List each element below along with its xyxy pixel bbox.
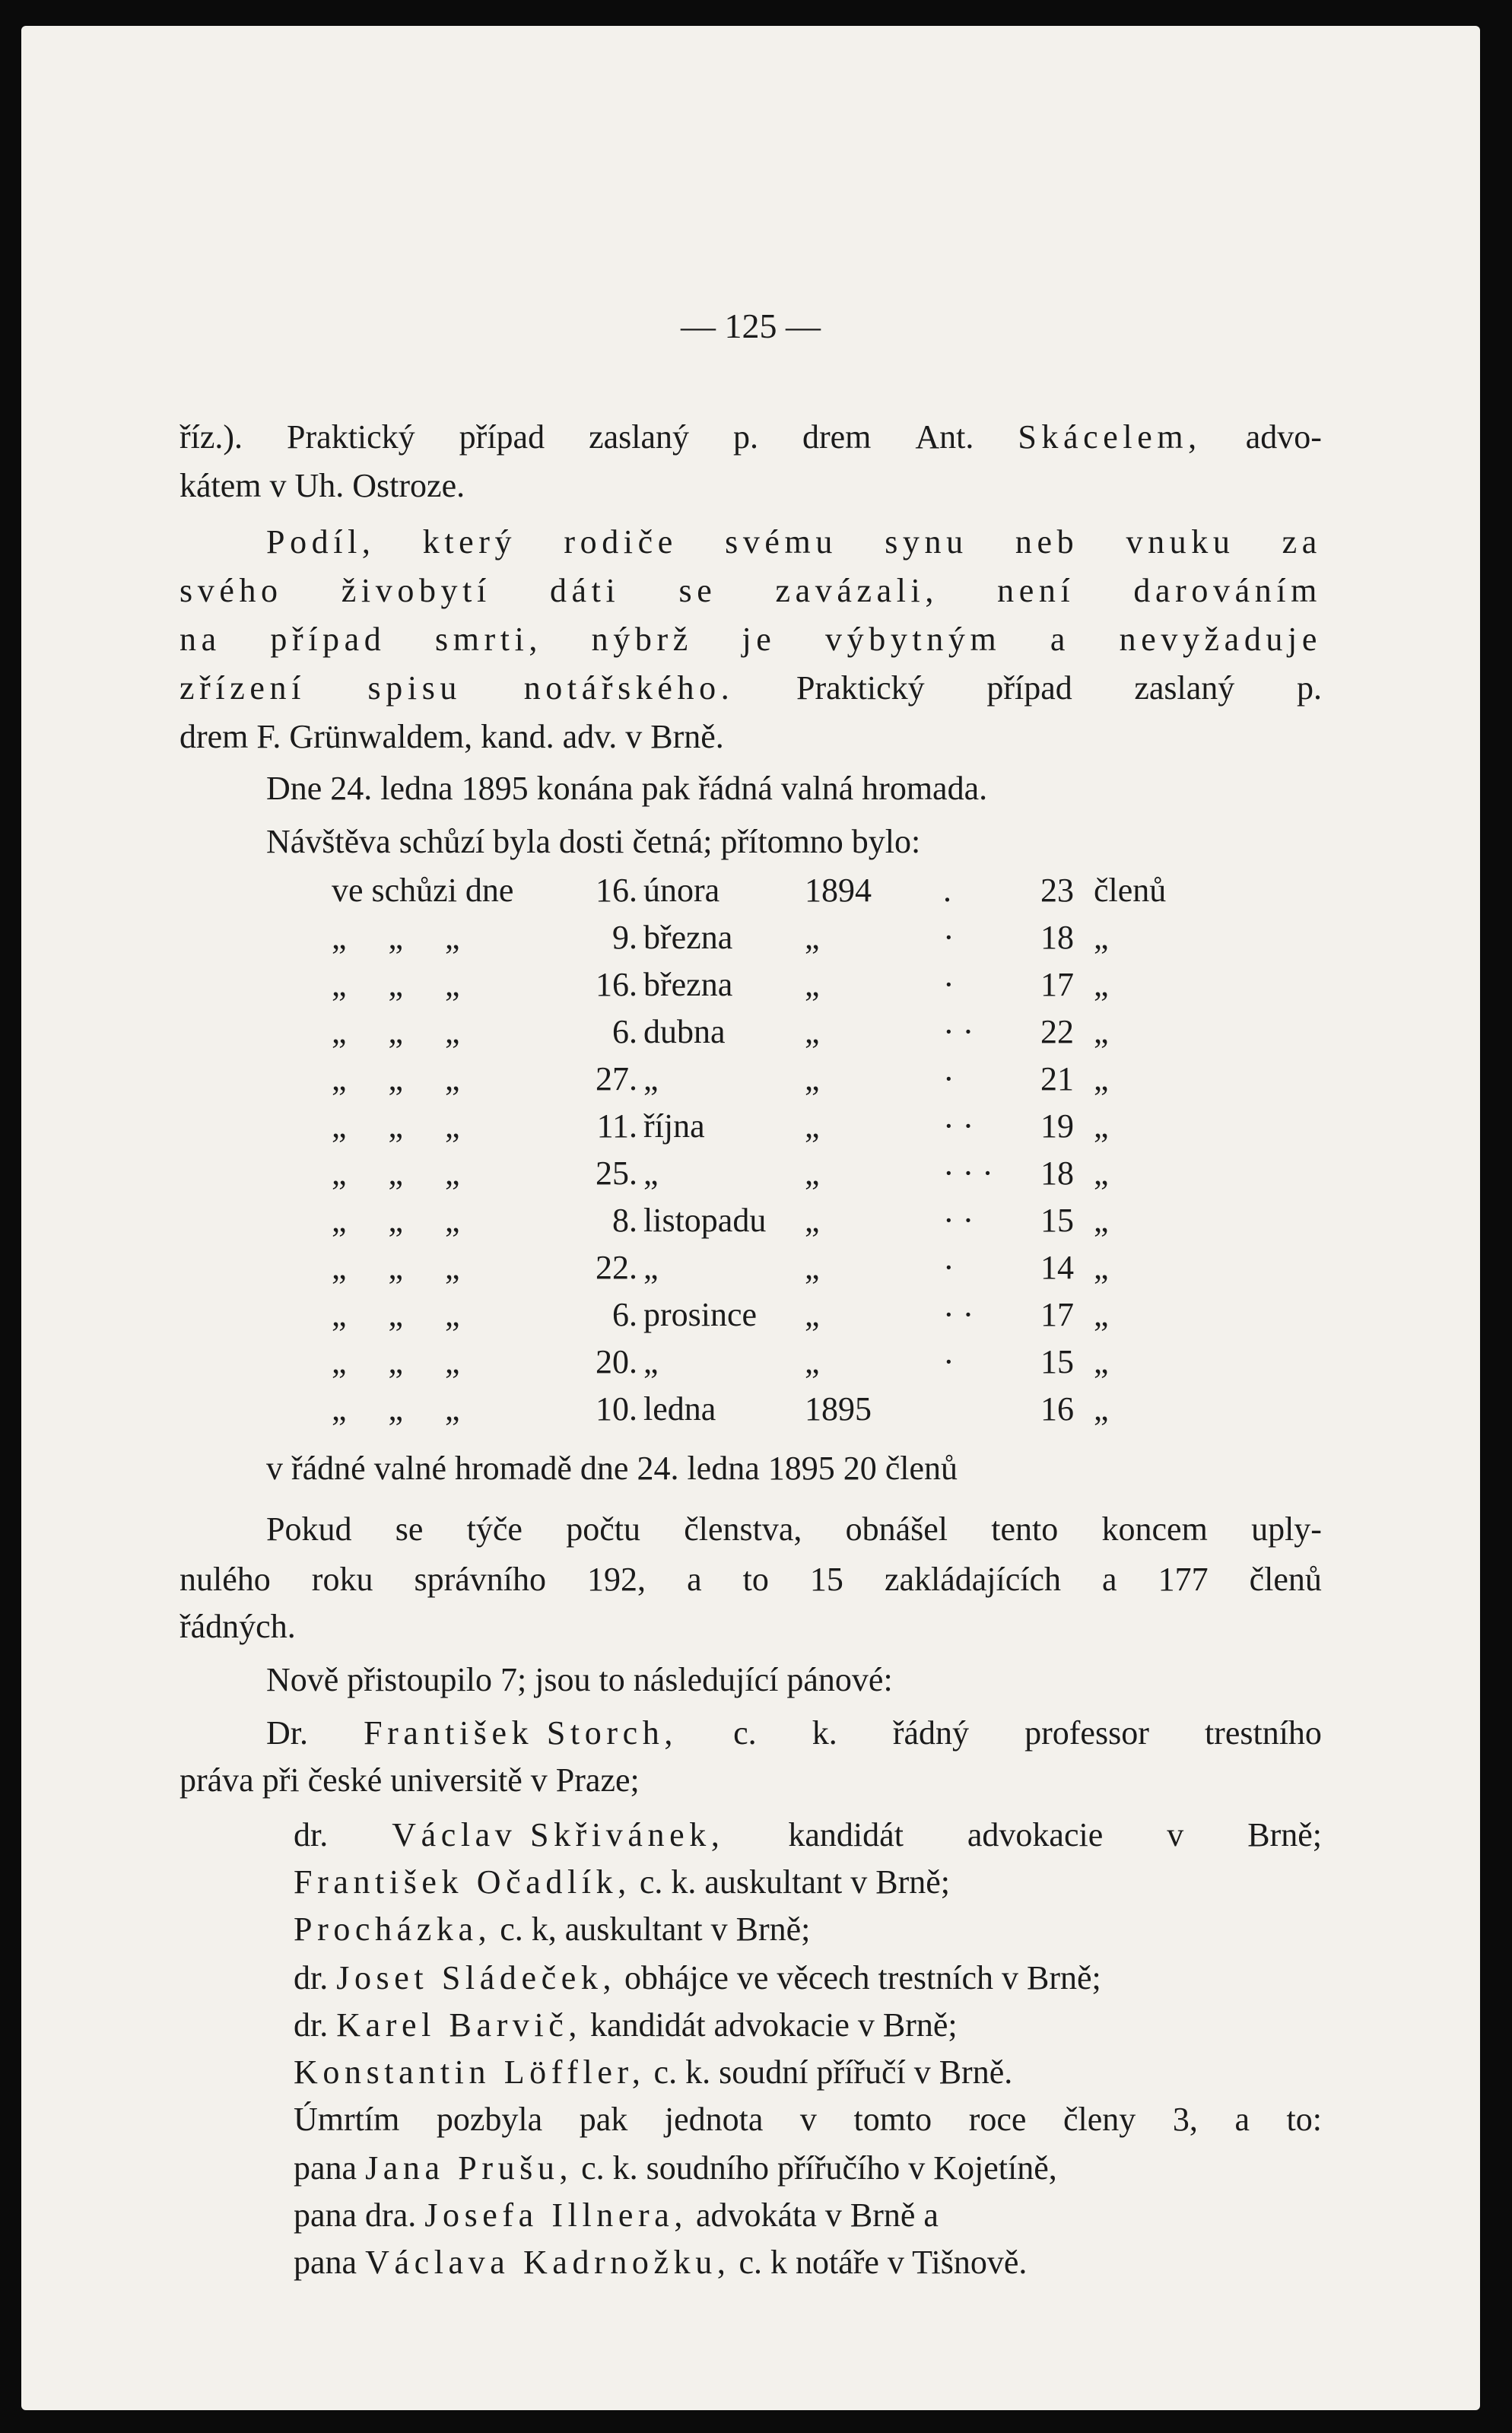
attendance-prefix: ve schůzi dne bbox=[332, 872, 514, 909]
attendance-year: „ bbox=[805, 1107, 820, 1145]
attendance-year: 1894 bbox=[805, 872, 872, 909]
meeting-line: Dne 24. ledna 1895 konána pak řádná valná hromada. bbox=[266, 770, 988, 807]
attendance-day: 20. bbox=[596, 1343, 637, 1380]
attendance-count: 22 bbox=[1040, 1013, 1074, 1050]
attendance-day: 10. bbox=[596, 1390, 637, 1428]
attendance-prefix: „ „ „ bbox=[332, 1155, 460, 1192]
membership-line-1: Pokud se týče počtu členstva, obnášel tento koncem uply- bbox=[266, 1510, 1322, 1548]
attendance-day: 22. bbox=[596, 1249, 637, 1286]
attendance-day: 16. bbox=[596, 872, 637, 909]
attendance-dots: · bbox=[943, 1060, 955, 1097]
attendance-unit: „ bbox=[1094, 1390, 1109, 1428]
new-members-intro: Nově přistoupilo 7; jsou to následující pánové: bbox=[266, 1661, 893, 1698]
new-member-2: dr. Václav Skřivánek, kandidát advokacie v Brně; bbox=[294, 1816, 1322, 1853]
attendance-day: 16. bbox=[596, 966, 637, 1003]
attendance-dots: · bbox=[943, 1343, 955, 1380]
paragraph-1-line-1: Podíl, který rodiče svému synu neb vnuku za bbox=[266, 523, 1322, 561]
attendance-prefix: „ „ „ bbox=[332, 919, 460, 956]
attendance-day: 25. bbox=[596, 1155, 637, 1192]
attendance-year: „ bbox=[805, 1060, 820, 1097]
paragraph-1-line-5: drem F. Grünwaldem, kand. adv. v Brně. bbox=[179, 718, 724, 755]
attendance-year: „ bbox=[805, 1296, 820, 1333]
attendance-prefix: „ „ „ bbox=[332, 1060, 460, 1097]
membership-line-2: nulého roku správního 192, a to 15 zakládajících a 177 členů bbox=[179, 1561, 1322, 1598]
attendance-count: 19 bbox=[1040, 1107, 1074, 1145]
attendance-year: „ bbox=[805, 1249, 820, 1286]
attendance-dots: · · bbox=[943, 1202, 974, 1239]
attendance-count: 18 bbox=[1040, 1155, 1074, 1192]
attendance-unit: „ bbox=[1094, 1202, 1109, 1239]
new-member-5: dr. Joset Sládeček, obhájce ve věcech trestních v Brně; bbox=[294, 1959, 1101, 1996]
new-member-3: František Očadlík, c. k. auskultant v Brně; bbox=[294, 1863, 950, 1901]
attendance-dots: . bbox=[943, 872, 951, 909]
attendance-month: „ bbox=[643, 1343, 659, 1380]
attendance-month: „ bbox=[643, 1249, 659, 1286]
paragraph-1-line-2: svého živobytí dáti se zavázali, není darováním bbox=[179, 572, 1322, 609]
attendance-unit: členů bbox=[1094, 872, 1167, 909]
death-1: pana Jana Prušu, c. k. soudního přířučího v Kojetíně, bbox=[294, 2149, 1057, 2187]
attendance-month: dubna bbox=[643, 1013, 726, 1050]
attendance-unit: „ bbox=[1094, 966, 1109, 1003]
attendance-unit: „ bbox=[1094, 1060, 1109, 1097]
attendance-day: 8. bbox=[612, 1202, 637, 1239]
new-member-6: dr. Karel Barvič, kandidát advokacie v Brně; bbox=[294, 2006, 958, 2044]
attendance-prefix: „ „ „ bbox=[332, 1390, 460, 1428]
book-page bbox=[21, 26, 1480, 2410]
paragraph-1-line-3: na případ smrti, nýbrž je výbytným a nevyžaduje bbox=[179, 621, 1322, 658]
attendance-intro: Návštěva schůzí byla dosti četná; přítomno bylo: bbox=[266, 823, 921, 860]
attendance-year: „ bbox=[805, 1343, 820, 1380]
attendance-unit: „ bbox=[1094, 1013, 1109, 1050]
attendance-count: 23 bbox=[1040, 872, 1074, 909]
attendance-count: 15 bbox=[1040, 1343, 1074, 1380]
attendance-month: prosince bbox=[643, 1296, 758, 1333]
attendance-unit: „ bbox=[1094, 1343, 1109, 1380]
page-number: — 125 — bbox=[681, 307, 821, 345]
attendance-prefix: „ „ „ bbox=[332, 1107, 460, 1145]
new-member-4: Procházka, c. k, auskultant v Brně; bbox=[294, 1911, 811, 1948]
attendance-count: 15 bbox=[1040, 1202, 1074, 1239]
attendance-month: března bbox=[643, 919, 733, 956]
attendance-count: 16 bbox=[1040, 1390, 1074, 1428]
attendance-prefix: „ „ „ bbox=[332, 1296, 460, 1333]
attendance-count: 17 bbox=[1040, 966, 1074, 1003]
attendance-unit: „ bbox=[1094, 919, 1109, 956]
attendance-count: 14 bbox=[1040, 1249, 1074, 1286]
intro-line-2: kátem v Uh. Ostroze. bbox=[179, 467, 465, 504]
attendance-prefix: „ „ „ bbox=[332, 1249, 460, 1286]
attendance-dots: · bbox=[943, 966, 955, 1003]
attendance-unit: „ bbox=[1094, 1296, 1109, 1333]
attendance-unit: „ bbox=[1094, 1155, 1109, 1192]
attendance-day: 6. bbox=[612, 1013, 637, 1050]
attendance-year: „ bbox=[805, 1013, 820, 1050]
attendance-unit: „ bbox=[1094, 1107, 1109, 1145]
attendance-dots: · bbox=[943, 919, 955, 956]
attendance-month: ledna bbox=[643, 1390, 716, 1428]
deaths-intro: Úmrtím pozbyla pak jednota v tomto roce členy 3, a to: bbox=[294, 2101, 1322, 2138]
attendance-prefix: „ „ „ bbox=[332, 1202, 460, 1239]
new-member-1-line-2: práva při české universitě v Praze; bbox=[179, 1761, 640, 1799]
attendance-count: 21 bbox=[1040, 1060, 1074, 1097]
attendance-year: „ bbox=[805, 1155, 820, 1192]
attendance-day: 9. bbox=[612, 919, 637, 956]
intro-line-1: říz.). Praktický případ zaslaný p. drem Ant. Skácelem, advo- bbox=[179, 418, 1322, 456]
attendance-year: „ bbox=[805, 1202, 820, 1239]
attendance-unit: „ bbox=[1094, 1249, 1109, 1286]
attendance-year: „ bbox=[805, 919, 820, 956]
attendance-month: října bbox=[643, 1107, 705, 1145]
attendance-month: února bbox=[643, 872, 720, 909]
attendance-month: listopadu bbox=[643, 1202, 767, 1239]
paragraph-1-line-4: zřízení spisu notářského. Praktický případ zaslaný p. bbox=[179, 669, 1322, 707]
attendance-day: 11. bbox=[596, 1107, 637, 1145]
attendance-dots: · · bbox=[943, 1013, 974, 1050]
attendance-month: „ bbox=[643, 1060, 659, 1097]
attendance-prefix: „ „ „ bbox=[332, 1013, 460, 1050]
attendance-dots: · · · bbox=[943, 1155, 993, 1192]
attendance-month: „ bbox=[643, 1155, 659, 1192]
new-member-7: Konstantin Löffler, c. k. soudní přířučí v Brně. bbox=[294, 2053, 1013, 2091]
attendance-prefix: „ „ „ bbox=[332, 966, 460, 1003]
membership-line-3: řádných. bbox=[179, 1608, 296, 1645]
attendance-month: března bbox=[643, 966, 733, 1003]
attendance-year: „ bbox=[805, 966, 820, 1003]
attendance-year: 1895 bbox=[805, 1390, 872, 1428]
attendance-dots: · bbox=[943, 1249, 955, 1286]
attendance-count: 17 bbox=[1040, 1296, 1074, 1333]
attendance-day: 27. bbox=[596, 1060, 637, 1097]
death-2: pana dra. Josefa Illnera, advokáta v Brně a bbox=[294, 2196, 939, 2234]
death-3: pana Václava Kadrnožku, c. k notáře v Tišnově. bbox=[294, 2244, 1028, 2281]
attendance-day: 6. bbox=[612, 1296, 637, 1333]
attendance-count: 18 bbox=[1040, 919, 1074, 956]
new-member-1: Dr. František Storch, c. k. řádný professor trestního bbox=[266, 1714, 1322, 1752]
attendance-dots: · · bbox=[943, 1107, 974, 1145]
attendance-dots: · · bbox=[943, 1296, 974, 1333]
general-meeting-line: v řádné valné hromadě dne 24. ledna 1895 20 členů bbox=[266, 1450, 958, 1487]
attendance-prefix: „ „ „ bbox=[332, 1343, 460, 1380]
